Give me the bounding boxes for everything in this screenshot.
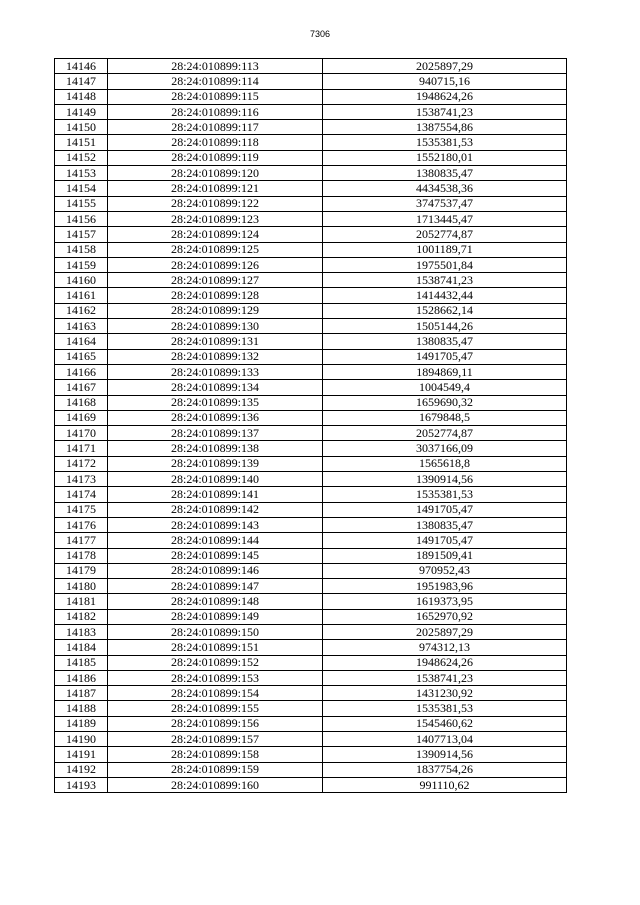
cadastral-value-cell: 1390914,56 bbox=[323, 472, 567, 487]
table-row bbox=[55, 762, 567, 777]
cadastral-number-cell: 28:24:010899:136 bbox=[108, 410, 323, 425]
cadastral-value-cell: 974312,13 bbox=[323, 640, 567, 655]
table-row bbox=[55, 89, 567, 104]
row-number-cell: 14147 bbox=[55, 74, 108, 89]
row-number-cell: 14154 bbox=[55, 181, 108, 196]
row-number-cell: 14153 bbox=[55, 166, 108, 181]
row-number-cell: 14183 bbox=[55, 624, 108, 639]
row-number-cell: 14192 bbox=[55, 762, 108, 777]
cadastral-number-cell: 28:24:010899:149 bbox=[108, 609, 323, 624]
table-row bbox=[55, 196, 567, 211]
row-number-cell: 14148 bbox=[55, 89, 108, 104]
cadastral-value-cell: 1565618,8 bbox=[323, 456, 567, 471]
cadastral-value-cell: 1535381,53 bbox=[323, 487, 567, 502]
cadastral-value-cell: 1001189,71 bbox=[323, 242, 567, 257]
cadastral-number-cell: 28:24:010899:155 bbox=[108, 701, 323, 716]
cadastral-value-cell: 1891509,41 bbox=[323, 548, 567, 563]
row-number-cell: 14171 bbox=[55, 441, 108, 456]
row-number-cell: 14160 bbox=[55, 273, 108, 288]
cadastral-number-cell: 28:24:010899:124 bbox=[108, 227, 323, 242]
cadastral-value-cell: 1390914,56 bbox=[323, 747, 567, 762]
table-row bbox=[55, 334, 567, 349]
row-number-cell: 14186 bbox=[55, 670, 108, 685]
row-number-cell: 14184 bbox=[55, 640, 108, 655]
table-row bbox=[55, 120, 567, 135]
table-row bbox=[55, 303, 567, 318]
row-number-cell: 14162 bbox=[55, 303, 108, 318]
table-row bbox=[55, 716, 567, 731]
row-number-cell: 14156 bbox=[55, 211, 108, 226]
cadastral-number-cell: 28:24:010899:128 bbox=[108, 288, 323, 303]
row-number-cell: 14185 bbox=[55, 655, 108, 670]
row-number-cell: 14181 bbox=[55, 594, 108, 609]
table-row bbox=[55, 227, 567, 242]
cadastral-number-cell: 28:24:010899:154 bbox=[108, 686, 323, 701]
row-number-cell: 14175 bbox=[55, 502, 108, 517]
row-number-cell: 14151 bbox=[55, 135, 108, 150]
cadastral-number-cell: 28:24:010899:148 bbox=[108, 594, 323, 609]
cadastral-number-cell: 28:24:010899:120 bbox=[108, 166, 323, 181]
row-number-cell: 14168 bbox=[55, 395, 108, 410]
row-number-cell: 14190 bbox=[55, 732, 108, 747]
table-body bbox=[55, 59, 567, 793]
table-row bbox=[55, 288, 567, 303]
cadastral-number-cell: 28:24:010899:119 bbox=[108, 150, 323, 165]
cadastral-number-cell: 28:24:010899:117 bbox=[108, 120, 323, 135]
cadastral-number-cell: 28:24:010899:123 bbox=[108, 211, 323, 226]
cadastral-number-cell: 28:24:010899:156 bbox=[108, 716, 323, 731]
page-number: 7306 bbox=[309, 29, 331, 39]
cadastral-value-cell: 1431230,92 bbox=[323, 686, 567, 701]
row-number-cell: 14159 bbox=[55, 257, 108, 272]
table-row bbox=[55, 670, 567, 685]
table-row bbox=[55, 104, 567, 119]
cadastral-number-cell: 28:24:010899:150 bbox=[108, 624, 323, 639]
row-number-cell: 14163 bbox=[55, 319, 108, 334]
table-row bbox=[55, 701, 567, 716]
cadastral-number-cell: 28:24:010899:142 bbox=[108, 502, 323, 517]
cadastral-value-cell: 1894869,11 bbox=[323, 364, 567, 379]
cadastral-number-cell: 28:24:010899:132 bbox=[108, 349, 323, 364]
cadastral-value-cell: 1538741,23 bbox=[323, 273, 567, 288]
cadastral-value-cell: 1535381,53 bbox=[323, 135, 567, 150]
cadastral-number-cell: 28:24:010899:127 bbox=[108, 273, 323, 288]
table-row bbox=[55, 609, 567, 624]
table-row bbox=[55, 426, 567, 441]
row-number-cell: 14172 bbox=[55, 456, 108, 471]
cadastral-value-cell: 2052774,87 bbox=[323, 227, 567, 242]
table-row bbox=[55, 59, 567, 74]
cadastral-value-cell: 3747537,47 bbox=[323, 196, 567, 211]
row-number-cell: 14193 bbox=[55, 777, 108, 792]
cadastral-value-cell: 4434538,36 bbox=[323, 181, 567, 196]
row-number-cell: 14146 bbox=[55, 59, 108, 74]
row-number-cell: 14165 bbox=[55, 349, 108, 364]
table-row bbox=[55, 472, 567, 487]
cadastral-number-cell: 28:24:010899:141 bbox=[108, 487, 323, 502]
cadastral-number-cell: 28:24:010899:143 bbox=[108, 517, 323, 532]
cadastral-number-cell: 28:24:010899:129 bbox=[108, 303, 323, 318]
cadastral-value-cell: 1679848,5 bbox=[323, 410, 567, 425]
table-row bbox=[55, 777, 567, 792]
cadastral-number-cell: 28:24:010899:139 bbox=[108, 456, 323, 471]
row-number-cell: 14158 bbox=[55, 242, 108, 257]
cadastral-number-cell: 28:24:010899:158 bbox=[108, 747, 323, 762]
cadastral-value-cell: 1491705,47 bbox=[323, 533, 567, 548]
table-row bbox=[55, 686, 567, 701]
table-row bbox=[55, 349, 567, 364]
cadastral-number-cell: 28:24:010899:151 bbox=[108, 640, 323, 655]
cadastral-number-cell: 28:24:010899:140 bbox=[108, 472, 323, 487]
row-number-cell: 14182 bbox=[55, 609, 108, 624]
row-number-cell: 14179 bbox=[55, 563, 108, 578]
table-row bbox=[55, 150, 567, 165]
table-row bbox=[55, 74, 567, 89]
table-row bbox=[55, 410, 567, 425]
cadastral-number-cell: 28:24:010899:114 bbox=[108, 74, 323, 89]
cadastral-value-cell: 1491705,47 bbox=[323, 502, 567, 517]
cadastral-value-cell: 1659690,32 bbox=[323, 395, 567, 410]
table-row bbox=[55, 395, 567, 410]
cadastral-value-cell: 970952,43 bbox=[323, 563, 567, 578]
table-row bbox=[55, 747, 567, 762]
cadastral-value-cell: 1380835,47 bbox=[323, 166, 567, 181]
cadastral-value-cell: 1505144,26 bbox=[323, 319, 567, 334]
cadastral-value-cell: 1380835,47 bbox=[323, 517, 567, 532]
row-number-cell: 14167 bbox=[55, 380, 108, 395]
cadastral-number-cell: 28:24:010899:118 bbox=[108, 135, 323, 150]
cadastral-number-cell: 28:24:010899:113 bbox=[108, 59, 323, 74]
cadastral-value-cell: 1528662,14 bbox=[323, 303, 567, 318]
cadastral-value-cell: 1975501,84 bbox=[323, 257, 567, 272]
table-row bbox=[55, 319, 567, 334]
table-row bbox=[55, 441, 567, 456]
cadastral-value-cell: 1538741,23 bbox=[323, 670, 567, 685]
row-number-cell: 14149 bbox=[55, 104, 108, 119]
cadastral-value-cell: 1387554,86 bbox=[323, 120, 567, 135]
table-row bbox=[55, 242, 567, 257]
table-row bbox=[55, 594, 567, 609]
cadastral-value-cell: 1619373,95 bbox=[323, 594, 567, 609]
table-row bbox=[55, 548, 567, 563]
row-number-cell: 14155 bbox=[55, 196, 108, 211]
row-number-cell: 14187 bbox=[55, 686, 108, 701]
cadastral-value-cell: 1004549,4 bbox=[323, 380, 567, 395]
cadastral-number-cell: 28:24:010899:135 bbox=[108, 395, 323, 410]
cadastral-number-cell: 28:24:010899:115 bbox=[108, 89, 323, 104]
cadastral-value-cell: 1407713,04 bbox=[323, 732, 567, 747]
cadastral-number-cell: 28:24:010899:122 bbox=[108, 196, 323, 211]
cadastral-value-table bbox=[54, 58, 567, 793]
table-row bbox=[55, 640, 567, 655]
cadastral-number-cell: 28:24:010899:138 bbox=[108, 441, 323, 456]
cadastral-value-cell: 2052774,87 bbox=[323, 426, 567, 441]
cadastral-value-cell: 2025897,29 bbox=[323, 59, 567, 74]
table-row bbox=[55, 380, 567, 395]
table-row bbox=[55, 563, 567, 578]
cadastral-number-cell: 28:24:010899:133 bbox=[108, 364, 323, 379]
cadastral-number-cell: 28:24:010899:157 bbox=[108, 732, 323, 747]
table-row bbox=[55, 181, 567, 196]
row-number-cell: 14169 bbox=[55, 410, 108, 425]
cadastral-number-cell: 28:24:010899:153 bbox=[108, 670, 323, 685]
row-number-cell: 14178 bbox=[55, 548, 108, 563]
cadastral-value-cell: 1535381,53 bbox=[323, 701, 567, 716]
row-number-cell: 14161 bbox=[55, 288, 108, 303]
cadastral-value-cell: 1545460,62 bbox=[323, 716, 567, 731]
cadastral-value-cell: 1713445,47 bbox=[323, 211, 567, 226]
row-number-cell: 14188 bbox=[55, 701, 108, 716]
cadastral-number-cell: 28:24:010899:137 bbox=[108, 426, 323, 441]
row-number-cell: 14166 bbox=[55, 364, 108, 379]
table-row bbox=[55, 624, 567, 639]
table-row bbox=[55, 732, 567, 747]
cadastral-value-cell: 1538741,23 bbox=[323, 104, 567, 119]
cadastral-number-cell: 28:24:010899:130 bbox=[108, 319, 323, 334]
row-number-cell: 14189 bbox=[55, 716, 108, 731]
table-row bbox=[55, 533, 567, 548]
row-number-cell: 14191 bbox=[55, 747, 108, 762]
cadastral-value-cell: 1414432,44 bbox=[323, 288, 567, 303]
cadastral-value-cell: 1948624,26 bbox=[323, 655, 567, 670]
cadastral-value-cell: 1552180,01 bbox=[323, 150, 567, 165]
cadastral-value-cell: 3037166,09 bbox=[323, 441, 567, 456]
cadastral-value-cell: 1652970,92 bbox=[323, 609, 567, 624]
table-row bbox=[55, 211, 567, 226]
cadastral-number-cell: 28:24:010899:134 bbox=[108, 380, 323, 395]
table-row bbox=[55, 502, 567, 517]
cadastral-value-cell: 991110,62 bbox=[323, 777, 567, 792]
cadastral-number-cell: 28:24:010899:125 bbox=[108, 242, 323, 257]
cadastral-number-cell: 28:24:010899:159 bbox=[108, 762, 323, 777]
row-number-cell: 14164 bbox=[55, 334, 108, 349]
cadastral-value-cell: 1948624,26 bbox=[323, 89, 567, 104]
table-row bbox=[55, 487, 567, 502]
table-row bbox=[55, 655, 567, 670]
cadastral-value-cell: 1491705,47 bbox=[323, 349, 567, 364]
table-row bbox=[55, 517, 567, 532]
cadastral-value-cell: 1837754,26 bbox=[323, 762, 567, 777]
table-row bbox=[55, 257, 567, 272]
cadastral-number-cell: 28:24:010899:146 bbox=[108, 563, 323, 578]
row-number-cell: 14174 bbox=[55, 487, 108, 502]
table-row bbox=[55, 273, 567, 288]
cadastral-number-cell: 28:24:010899:144 bbox=[108, 533, 323, 548]
cadastral-number-cell: 28:24:010899:116 bbox=[108, 104, 323, 119]
cadastral-value-cell: 1951983,96 bbox=[323, 579, 567, 594]
table-row bbox=[55, 456, 567, 471]
cadastral-value-cell: 2025897,29 bbox=[323, 624, 567, 639]
cadastral-number-cell: 28:24:010899:145 bbox=[108, 548, 323, 563]
row-number-cell: 14173 bbox=[55, 472, 108, 487]
row-number-cell: 14170 bbox=[55, 426, 108, 441]
cadastral-number-cell: 28:24:010899:147 bbox=[108, 579, 323, 594]
table-row bbox=[55, 579, 567, 594]
cadastral-number-cell: 28:24:010899:152 bbox=[108, 655, 323, 670]
row-number-cell: 14180 bbox=[55, 579, 108, 594]
row-number-cell: 14150 bbox=[55, 120, 108, 135]
row-number-cell: 14176 bbox=[55, 517, 108, 532]
cadastral-value-cell: 1380835,47 bbox=[323, 334, 567, 349]
cadastral-number-cell: 28:24:010899:126 bbox=[108, 257, 323, 272]
cadastral-value-cell: 940715,16 bbox=[323, 74, 567, 89]
row-number-cell: 14152 bbox=[55, 150, 108, 165]
table-row bbox=[55, 166, 567, 181]
row-number-cell: 14157 bbox=[55, 227, 108, 242]
table-row bbox=[55, 364, 567, 379]
cadastral-number-cell: 28:24:010899:160 bbox=[108, 777, 323, 792]
cadastral-number-cell: 28:24:010899:131 bbox=[108, 334, 323, 349]
row-number-cell: 14177 bbox=[55, 533, 108, 548]
table-row bbox=[55, 135, 567, 150]
cadastral-number-cell: 28:24:010899:121 bbox=[108, 181, 323, 196]
